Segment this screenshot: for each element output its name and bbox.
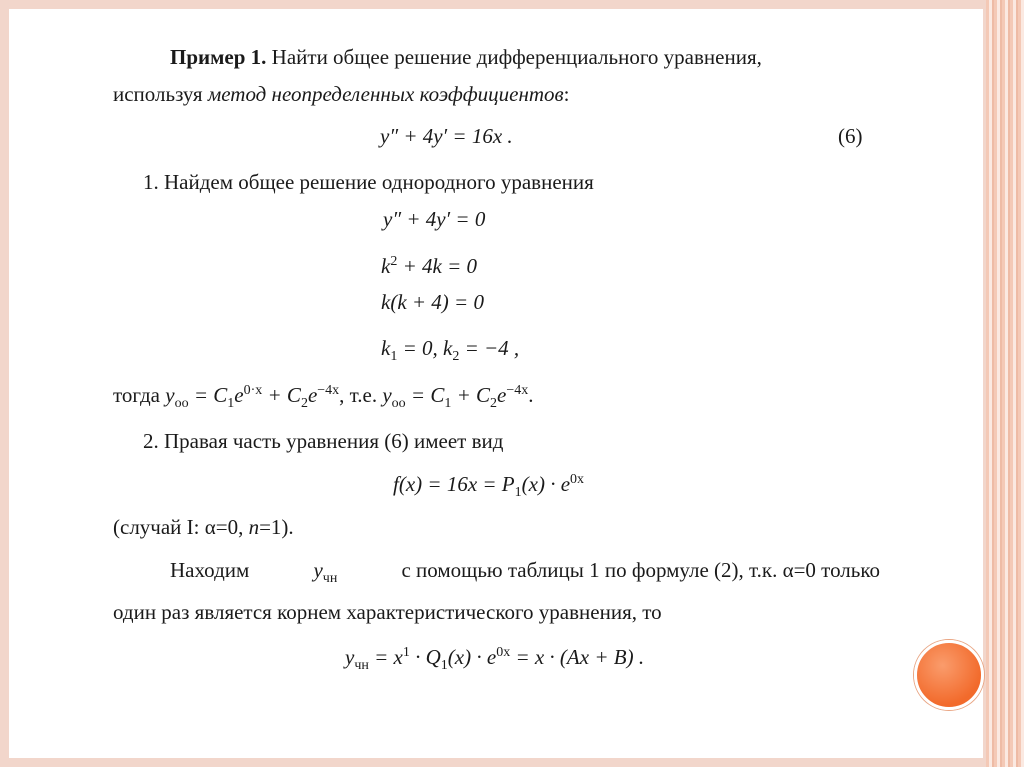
k1: k [381, 336, 391, 360]
e3-exp: −4x [506, 383, 529, 398]
frame-bottom [0, 758, 990, 767]
final-x-exp: 1 [402, 645, 410, 660]
example-intro: Найти общее решение дифференциального уравнения, [271, 45, 762, 69]
example-line-1 [170, 45, 762, 70]
eq2-base: k [381, 254, 391, 278]
final-e-exp: 0x [496, 645, 511, 660]
y-label: y [313, 558, 323, 582]
final-y-sub: чн [354, 658, 369, 674]
final-q-sub: 1 [440, 658, 448, 674]
eq3-text: k(k + 4) = 0 [381, 290, 484, 314]
particular-solution-equation [345, 645, 644, 674]
c2-sub: 2 [300, 396, 308, 412]
yoo2: y [382, 383, 392, 407]
main-eq-text: y″ + 4y′ = 16x . [380, 124, 513, 148]
final-c: (x) · e [447, 645, 497, 669]
equation-number: (6) [838, 124, 863, 148]
eq-a: = C [188, 383, 228, 407]
homogeneous-equation [383, 207, 485, 232]
eq4-end: = −4 , [459, 336, 520, 360]
frame-top [0, 0, 1024, 9]
dot: . [528, 383, 534, 407]
c1b-sub: 1 [444, 396, 452, 412]
f-exp: 0x [570, 472, 585, 487]
final-d: = x · (Ax + B) . [510, 645, 645, 669]
eq-b: = C [405, 383, 445, 407]
eq2-rest: + 4k = 0 [397, 254, 477, 278]
orange-circle-icon [914, 640, 984, 710]
line1-a: Находим [170, 558, 250, 582]
method-name: метод неопределенных коэффициентов [207, 82, 564, 106]
k2-sub: 2 [452, 349, 460, 365]
yoo2-sub: oo [391, 396, 406, 412]
main-equation [380, 124, 513, 149]
line1-b: с помощью таблицы 1 по формуле (2), т.к. α=0 только [401, 558, 880, 582]
f-rest: (x) · e [521, 472, 571, 496]
plus-c2b: + C [451, 383, 491, 407]
eq1-text: y″ + 4y′ = 0 [383, 207, 486, 231]
frame-left [0, 0, 9, 767]
particular-line-1 [170, 558, 880, 587]
yoo-sub: oo [174, 396, 189, 412]
case-text: (случай I: α=0, [113, 515, 249, 539]
te: , т.е. [339, 383, 378, 407]
step1-heading: 1. Найдем общее решение однородного уравнения [143, 170, 594, 194]
case-n: n [248, 515, 260, 539]
e2: e [307, 383, 318, 407]
e2-exp: −4x [317, 383, 340, 398]
case-line [113, 515, 294, 540]
general-solution-line [113, 383, 534, 412]
colon: : [563, 82, 570, 106]
roots-equation [381, 336, 519, 365]
c1-sub: 1 [227, 396, 235, 412]
e1-exp: 0·x [243, 383, 263, 398]
p-sub: 1 [514, 485, 522, 501]
case-end: =1). [259, 515, 294, 539]
characteristic-equation [381, 254, 477, 279]
decorative-stripes [986, 0, 1024, 767]
plus-c2: + C [262, 383, 301, 407]
c2b-sub: 2 [490, 396, 498, 412]
e1: e [234, 383, 244, 407]
final-a: = x [368, 645, 403, 669]
step2-heading: 2. Правая часть уравнения (6) имеет вид [143, 429, 504, 453]
f-eq: f(x) = 16x = P [393, 472, 515, 496]
y-sub: чн [322, 571, 338, 587]
particular-line-2: один раз является корнем характеристического уравнения, то [113, 600, 662, 624]
factored-equation [381, 290, 484, 315]
final-y: y [345, 645, 355, 669]
eq4-mid: = 0, k [397, 336, 453, 360]
example-title: Пример 1. [170, 45, 267, 69]
yoo: y [165, 383, 175, 407]
k1-sub: 1 [390, 349, 398, 365]
example-intro2: используя [113, 82, 203, 106]
then-prefix: тогда [113, 383, 160, 407]
rhs-equation [393, 472, 584, 501]
eq2-exp: 2 [390, 254, 398, 269]
final-b: · Q [409, 645, 441, 669]
example-line-2 [113, 82, 570, 107]
e3: e [497, 383, 507, 407]
